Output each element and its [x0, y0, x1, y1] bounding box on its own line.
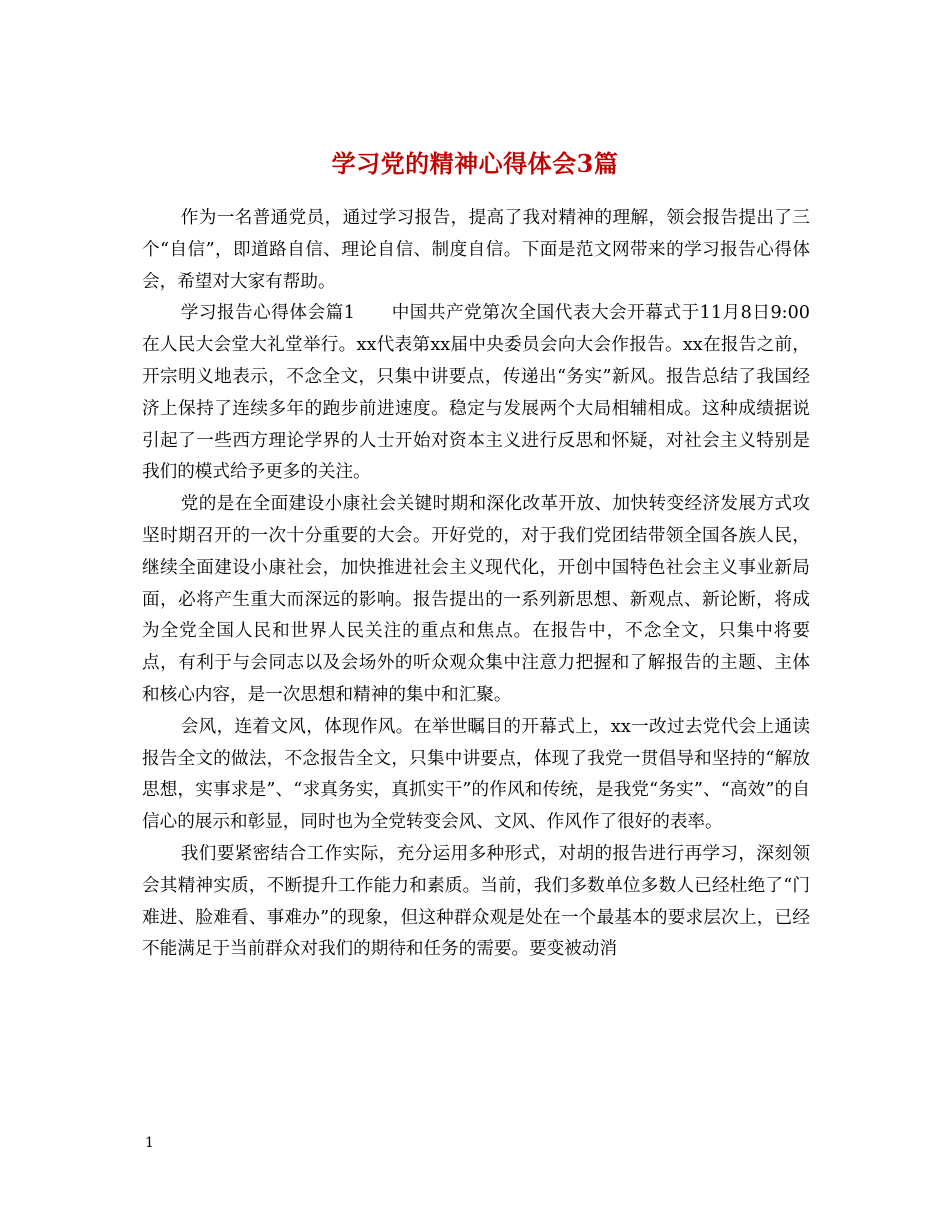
paragraph-2: 党的是在全面建设小康社会关键时期和深化改革开放、加快转变经济发展方式攻坚时期召开的一次十分重要的大会。开好党的，对于我们党团结带领全国各族人民，继续全面建设小康社会，加快推进社会主义现代化，开创中国特色社会主义事业新局面，必将产生重大而深远的影响。报告提出的一系列新思想、新观点、新论断，将成为全党全国人民和世界人民关注的重点和焦点。在报告中，不念全文，只集中将要点，有利于与会同志以及会场外的听众观众集中注意力把握和了解报告的主题、主体和核心内容，是一次思想和精神的集中和汇聚。 [142, 494, 810, 705]
paragraph-4: 我们要紧密结合工作实际，充分运用多种形式，对胡的报告进行再学习，深刻领会其精神实质，不断提升工作能力和素质。当前，我们多数单位多数人已经杜绝了“门难进、脸难看、事难办”的现象，但这种群众观是处在一个最基本的要求层次上，已经不能满足于当前群众对我们的期待和任务的需要。要变被动消 [142, 843, 810, 960]
paragraph-intro: 作为一名普通党员，通过学习报告，提高了我对精神的理解，领会报告提出了三个“自信”，即道路自信、理论自信、制度自信。下面是范文网带来的学习报告心得体会，希望对大家有帮助。 [142, 208, 810, 292]
document-body [142, 203, 810, 966]
page-number: 1 [145, 1135, 154, 1151]
document-title: 学习党的精神心得体会3篇 [331, 149, 619, 179]
paragraph-1: 学习报告心得体会篇1 中国共产党第次全国代表大会开幕式于11月8日9:00在人民大会堂大礼堂举行。xx代表第xx届中央委员会向大会作报告。xx在报告之前，开宗明义地表示，不念全文，只集中讲要点，传递出“务实”新风。报告总结了我国经济上保持了连续多年的跑步前进速度。稳定与发展两个大局相辅相成。这种成绩据说引起了一些西方理论学界的人士开始对资本主义进行反思和怀疑，对社会主义特别是我们的模式给予更多的关注。 [142, 303, 810, 483]
paragraph-3: 会风，连着文风，体现作风。在举世瞩目的开幕式上，xx一改过去党代会上通读报告全文的做法，不念报告全文，只集中讲要点，体现了我党一贯倡导和坚持的“解放思想，实事求是”、“求真务实，真抓实干”的作风和传统，是我党“务实”、“高效”的自信心的展示和彰显，同时也为全党转变会风、文风、作风作了很好的表率。 [142, 716, 810, 833]
